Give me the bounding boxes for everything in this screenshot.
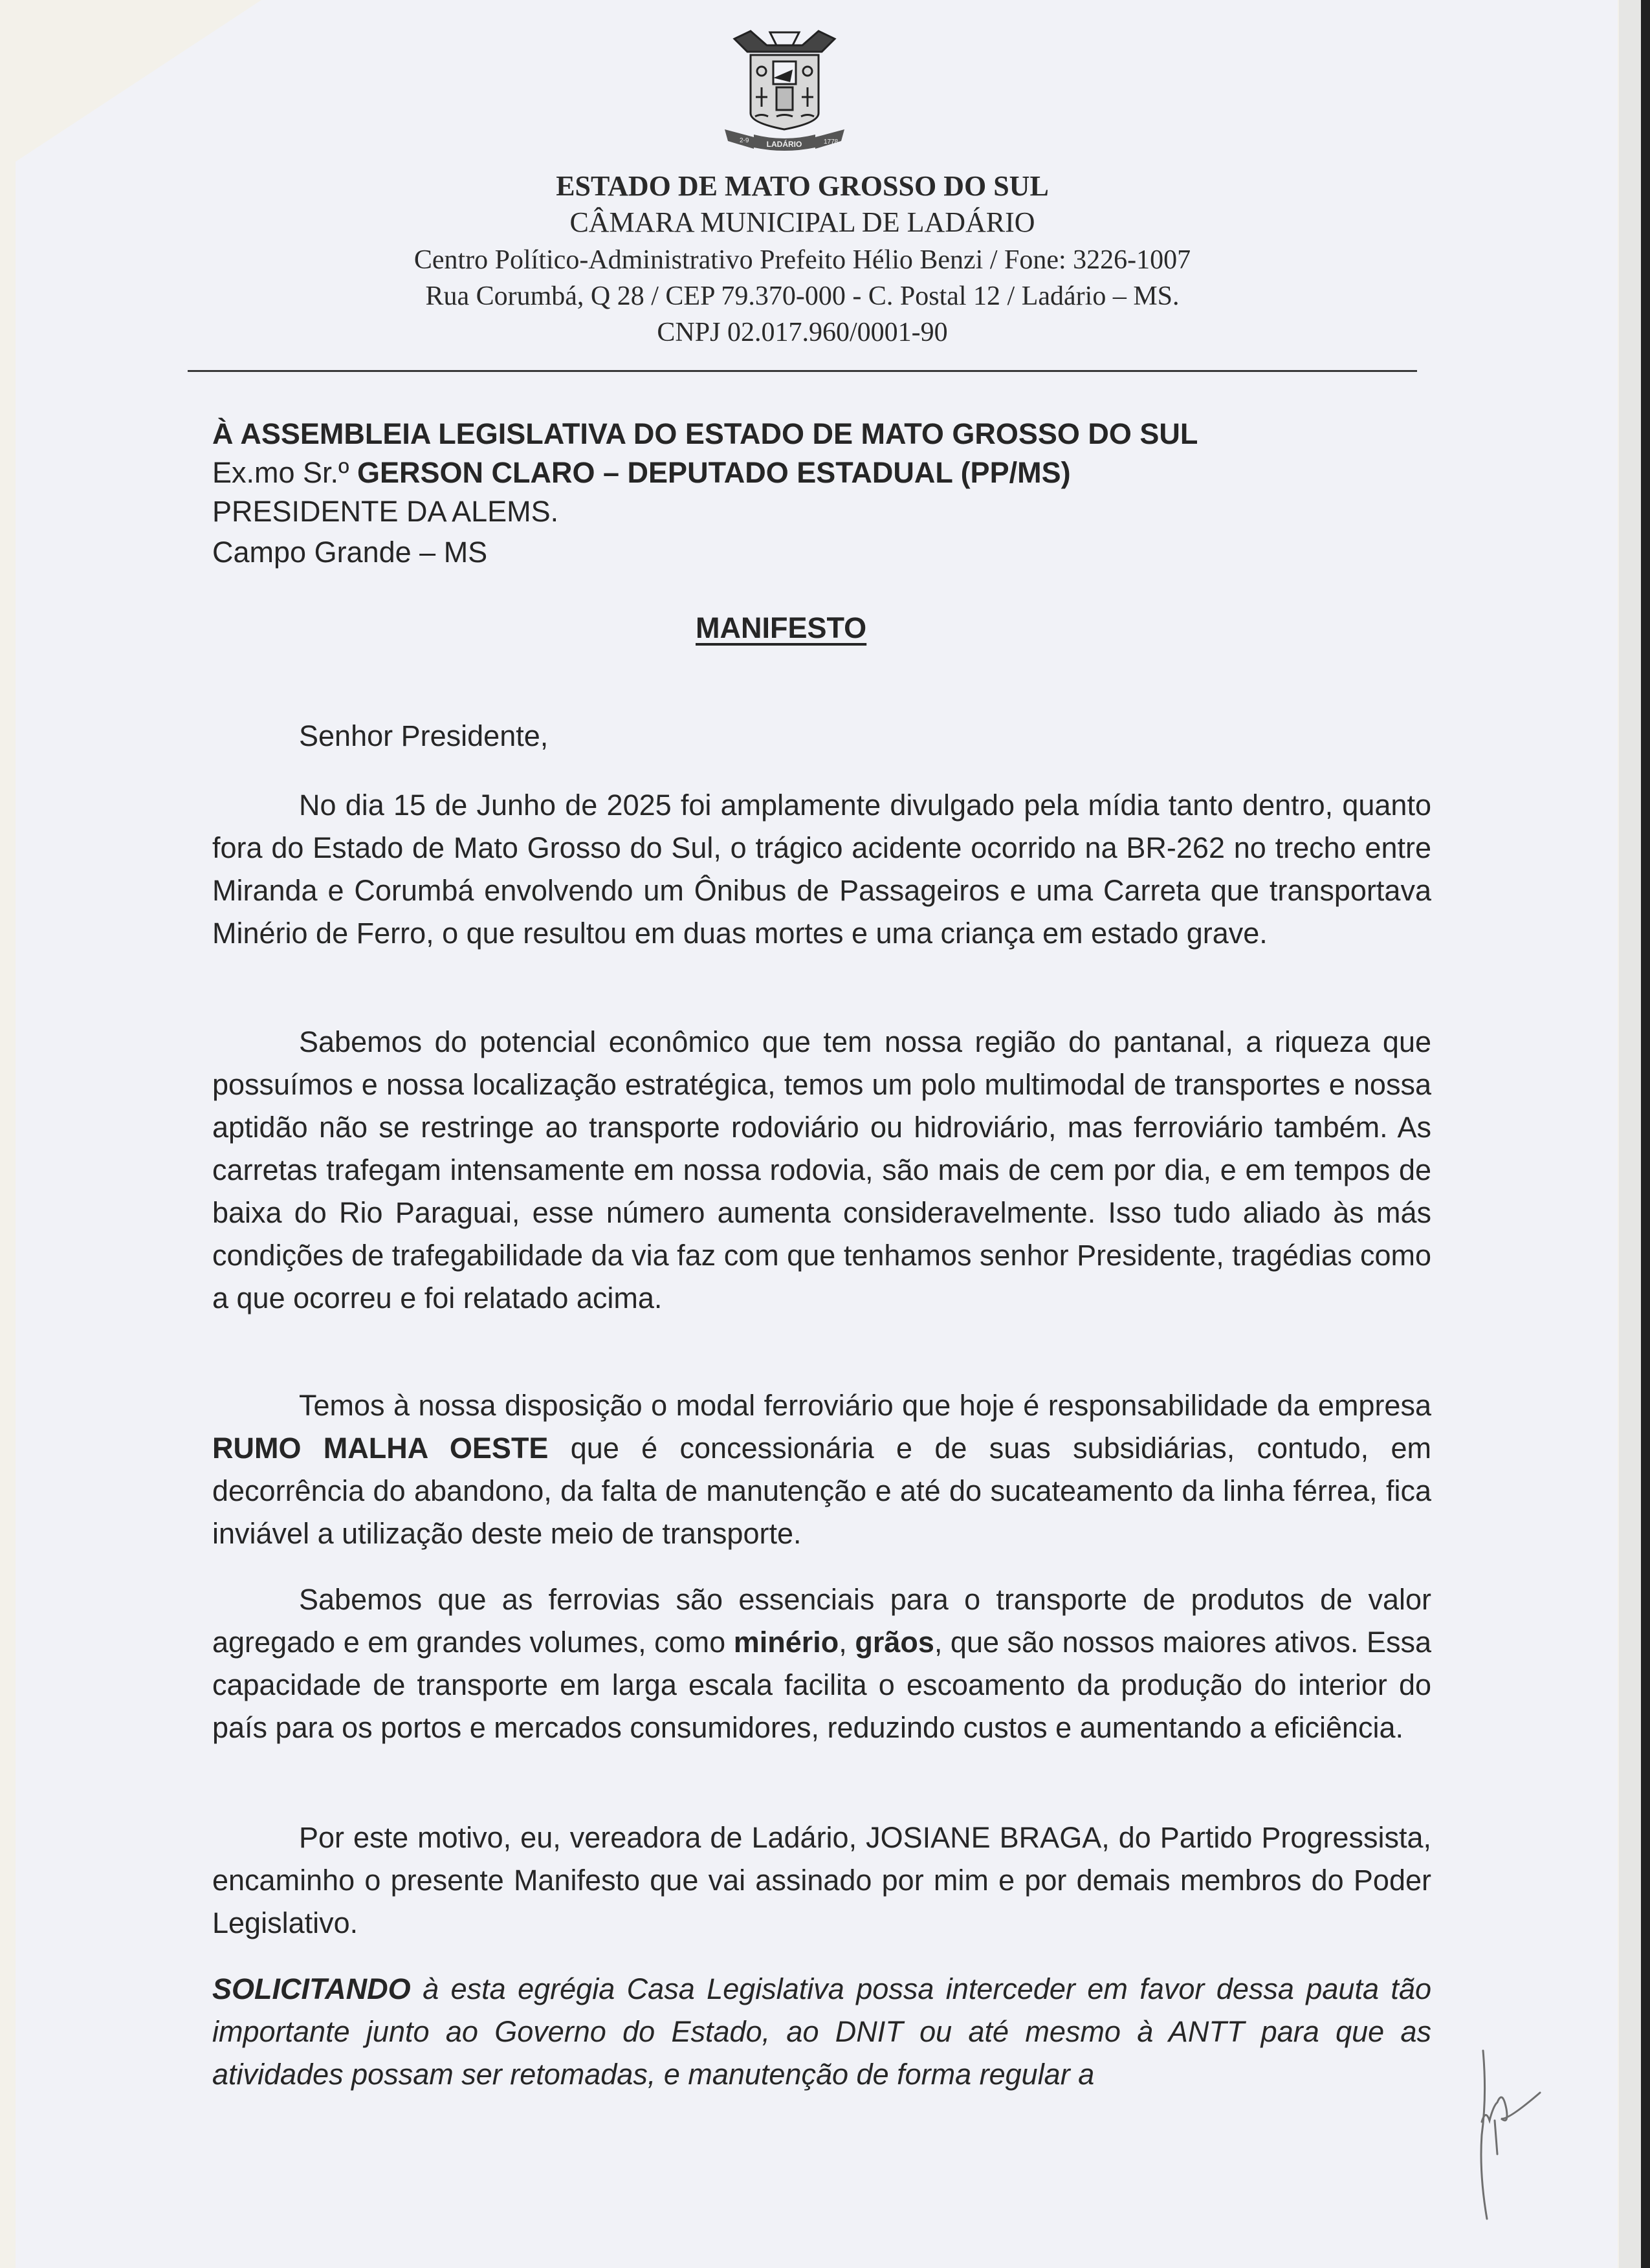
addressee-name: GERSON CLARO – DEPUTADO ESTADUAL (PP/MS) <box>357 456 1071 489</box>
p4-bold-grains: grãos <box>855 1626 934 1659</box>
p4-text-b: , que são nossos maiores ativos. Essa capacidade de transporte em larga escala facilita o escoamento da produção do interior do país para os portos e mercados consumidores, reduzindo custos e aumentando a eficiência. <box>212 1626 1432 1744</box>
municipal-crest-icon <box>715 26 854 155</box>
p4-bold-ore: minério <box>733 1626 839 1659</box>
crest-ribbon-center: LADÁRIO <box>766 140 802 149</box>
addressee-recipient <box>212 456 1071 490</box>
p3-text-a: Temos à nossa disposição o modal ferroviário que hoje é responsabilidade da empresa <box>299 1389 1431 1422</box>
letterhead-cnpj: CNPJ 02.017.960/0001-90 <box>657 318 948 347</box>
scanner-edge <box>1619 0 1641 2268</box>
p3-text-b: que é concessionária e de suas subsidiárias, contudo, em decorrência do abandono, da falta de manutenção e até do sucateamento da linha férrea, fica inviável a utilização deste meio de transporte. <box>212 1432 1431 1550</box>
paragraph-economic-potential: Sabemos do potencial econômico que tem nossa região do pantanal, a riqueza que possuímos e nossa localização estratégica, temos um polo multimodal de transportes e nossa aptidão não se restringe ao transporte rodoviário ou hidroviário, mas ferroviário também. As carretas trafegam intensamente em nossa rodovia, são mais de cem por dia, e em tempos de baixa do Rio Paraguai, esse número aumenta consideravelmente. Isso tudo aliado às más condições de trafegabilidade da via faz com que tenhamos senhor Presidente, tragédias como a que ocorreu e foi relatado acima. <box>212 1025 1431 1314</box>
document-title: MANIFESTO <box>696 611 867 644</box>
crest-ribbon-left: 2-9 <box>740 137 749 144</box>
paragraph-railway-benefits <box>212 1578 1431 1749</box>
addressee-institution: À ASSEMBLEIA LEGISLATIVA DO ESTADO DE MATO GROSSO DO SUL <box>212 417 1198 450</box>
p3-company: RUMO MALHA OESTE <box>212 1432 549 1465</box>
addressee-role: PRESIDENTE DA ALEMS. <box>212 495 559 528</box>
crest-ribbon-right: 1778 <box>824 138 839 146</box>
paragraph-accident: No dia 15 de Junho de 2025 foi amplamente divulgado pela mídia tanto dentro, quanto fora do Estado de Mato Grosso do Sul, o trágico acidente ocorrido na BR-262 no trecho entre Miranda e Corumbá envolvendo um Ônibus de Passageiros e uma Carreta que transportava Minério de Ferro, o que resultou em duas mortes e uma criança em estado grave. <box>212 789 1431 950</box>
greeting: Senhor Presidente, <box>299 719 549 752</box>
addressee-city: Campo Grande – MS <box>212 536 488 569</box>
p4-text-a: Sabemos que as ferrovias são essenciais para o transporte de produtos de valor agregado e em grandes volumes, como <box>212 1583 1431 1659</box>
letterhead-center: Centro Político-Administrativo Prefeito Hélio Benzi / Fone: 3226-1007 <box>413 245 1191 275</box>
letterhead-address: Rua Corumbá, Q 28 / CEP 79.370-000 - C. Postal 12 / Ladário – MS. <box>425 281 1180 311</box>
p6-request-keyword: SOLICITANDO <box>212 1972 411 2005</box>
paragraph-motive: Por este motivo, eu, vereadora de Ladário, JOSIANE BRAGA, do Partido Progressista, encaminho o presente Manifesto que vai assinado por mim e por demais membros do Poder Legislativo. <box>212 1821 1431 1939</box>
handwritten-initials-icon <box>1469 2044 1559 2225</box>
letterhead-chamber: CÂMARA MUNICIPAL DE LADÁRIO <box>569 206 1035 238</box>
p4-sep: , <box>839 1626 855 1659</box>
paragraph-request <box>212 1968 1431 2096</box>
header-divider <box>188 370 1417 372</box>
letterhead-state: ESTADO DE MATO GROSSO DO SUL <box>556 170 1049 202</box>
paragraph-railway <box>212 1384 1431 1555</box>
scanner-border <box>1641 0 1650 2268</box>
p6-text: à esta egrégia Casa Legislativa possa interceder em favor dessa pauta tão importante junto ao Governo do Estado, ao DNIT ou até mesmo à ANTT para que as atividades possam ser retomadas, e manutenção de forma regular a <box>212 1972 1431 2091</box>
addressee-salutation: Ex.mo Sr.º <box>212 456 357 489</box>
